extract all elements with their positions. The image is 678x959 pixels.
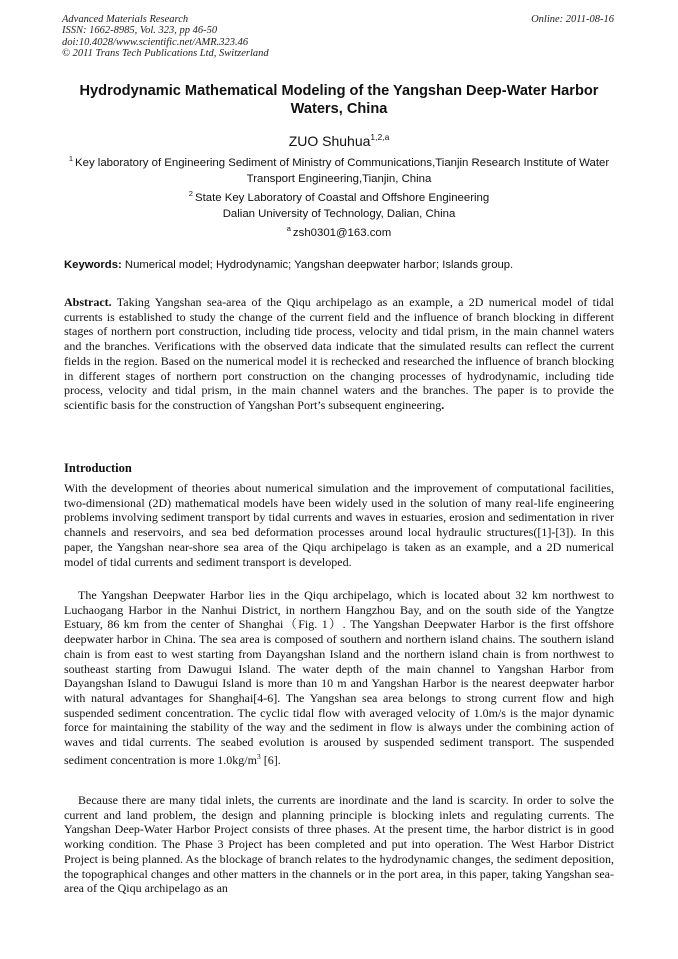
journal-name: Advanced Materials Research <box>62 14 189 25</box>
paper-title: Hydrodynamic Mathematical Modeling of the Yangshan Deep-Water Harbor Waters, China <box>79 83 599 117</box>
unit-superscript: 3 <box>256 751 261 761</box>
author-name: ZUO Shuhua <box>288 133 371 149</box>
abstract-end: . <box>441 397 445 412</box>
doi-line: doi:10.4028/www.scientific.net/AMR.323.46 <box>62 36 249 48</box>
affiliation-2-line2: Dalian University of Technology, Dalian, China <box>222 207 456 220</box>
affiliation-2-line1: State Key Laboratory of Coastal and Offshore Engineering <box>194 192 490 204</box>
intro-paragraph-2-text: The Yangshan Deepwater Harbor lies in the Qiqu archipelago, which is located about 32 km northwest to Luchaogang Harbor in the Nanhui District, in northern Hangzhou Bay, and on the south side of the Yangtze Estuary, 86 km from the center of Shanghai（Fig. 1）. The Yangshan Deepwater Harbor is the first offshore deepwater harbor in China. The sea area is composed of southern and northern island chains. The southern island chain is from east to west starting from Dayangshan Island and the northern island chain is from northwest to southeast starting from Dawugui Island. The water depth of the main channel to Yangshan Harbor from Dayangshan Island to Dawugui Island is more than 10 m and Yangshan Harbor is the nearest deepwater harbor with natural advantages for Shanghai[4-6]. The Yangshan sea area belongs to strong current flow and high suspended sediment concentration. The cyclic tidal flow with averaged velocity of 1.0m/s is the major dynamic force for maintaining the stability of the way and the sediment in flow is always under the combining action of waves and tidal currents. The seabed evolution is aroused by suspended sediment transport. The suspended sediment concentration is more 1.0kg/m <box>64 588 614 767</box>
introduction-heading: Introduction <box>64 461 132 475</box>
intro-paragraph-2 <box>64 588 614 767</box>
issn-line: ISSN: 1662-8985, Vol. 323, pp 46-50 <box>62 25 218 37</box>
email-text: zsh0301@163.com <box>292 227 392 239</box>
author-sup: 1,2,a <box>370 132 390 142</box>
affiliation-1 <box>62 151 616 187</box>
online-date: Online: 2011-08-16 <box>531 14 614 25</box>
affiliation-email-sup: a <box>286 224 291 233</box>
abstract-label: Abstract. <box>64 295 112 309</box>
affiliation-1-text: Key laboratory of Engineering Sediment of Ministry of Communications,Tianjin Research Institute of Water Transport Engineering,Tianjin, China <box>75 157 610 185</box>
intro-paragraph-1: With the development of theories about numerical simulation and the improvement of computational facilities, two-dimensional (2D) mathematical models have been widely used in the solution of many real-life engineering problems involving sediment transport by tidal currents and waves in estuaries, erosion and sedimentation in river channels and reservoirs, and sea bed deformation processes around local hydraulic structures([1]-[3]). In this paper, the Yangshan near-shore sea area of the Qiqu archipelago is taken as an example, and a 2D numerical model of tidal currents and sediment transport is developed. <box>64 481 614 569</box>
affiliation-email <box>62 221 616 242</box>
abstract-text: Taking Yangshan sea-area of the Qiqu archipelago as an example, a 2D numerical model of tidal currents is established to study the change of the current field and the influence of branch blocking in different stages of northern port construction, including tide process, velocity and tidal prism, in the main channel waters and the branches. Verifications with the observed data indicate that the simulated results can reflect the current fields in the region. Based on the numerical model it is rechecked and researched the influence of branch blocking in different stages of northern port construction on the changing processes of hydrodynamic, including tide process, velocity and tidal prism, in the main channel waters and the branches. The paper is to provide the scientific basis for the construction of Yangshan Port’s subsequent engineering <box>64 295 614 412</box>
intro-paragraph-3: Because there are many tidal inlets, the currents are inordinate and the land is scarcity. In order to solve the current and land problem, the design and planning principle is blocking inlets and regulating currents. The Yangshan Deep-Water Harbor Project consists of three phases. At the present time, the harbor district is in good working condition. The Phase 3 Project has been completed and put into operation. The West Harbor District Project is being planned. As the blockage of branch relates to the hydrodynamic changes, the sediment deposition, the topographical changes and other matters in the channels or in the port area, in this paper, taking Yangshan sea-area of the Qiqu archipelago as an <box>64 793 614 896</box>
intro-paragraph-2-end: [6]. <box>260 752 281 767</box>
keywords-label: Keywords: <box>64 259 122 271</box>
keywords <box>64 259 513 271</box>
copyright-line: © 2011 Trans Tech Publications Ltd, Switzerland <box>62 48 269 60</box>
keywords-text: Numerical model; Hydrodynamic; Yangshan deepwater harbor; Islands group. <box>124 259 514 271</box>
abstract <box>64 295 614 413</box>
affiliation-2 <box>62 186 616 222</box>
affiliation-2-sup: 2 <box>188 189 193 198</box>
affiliation-1-sup: 1 <box>68 154 74 163</box>
author <box>0 132 678 149</box>
